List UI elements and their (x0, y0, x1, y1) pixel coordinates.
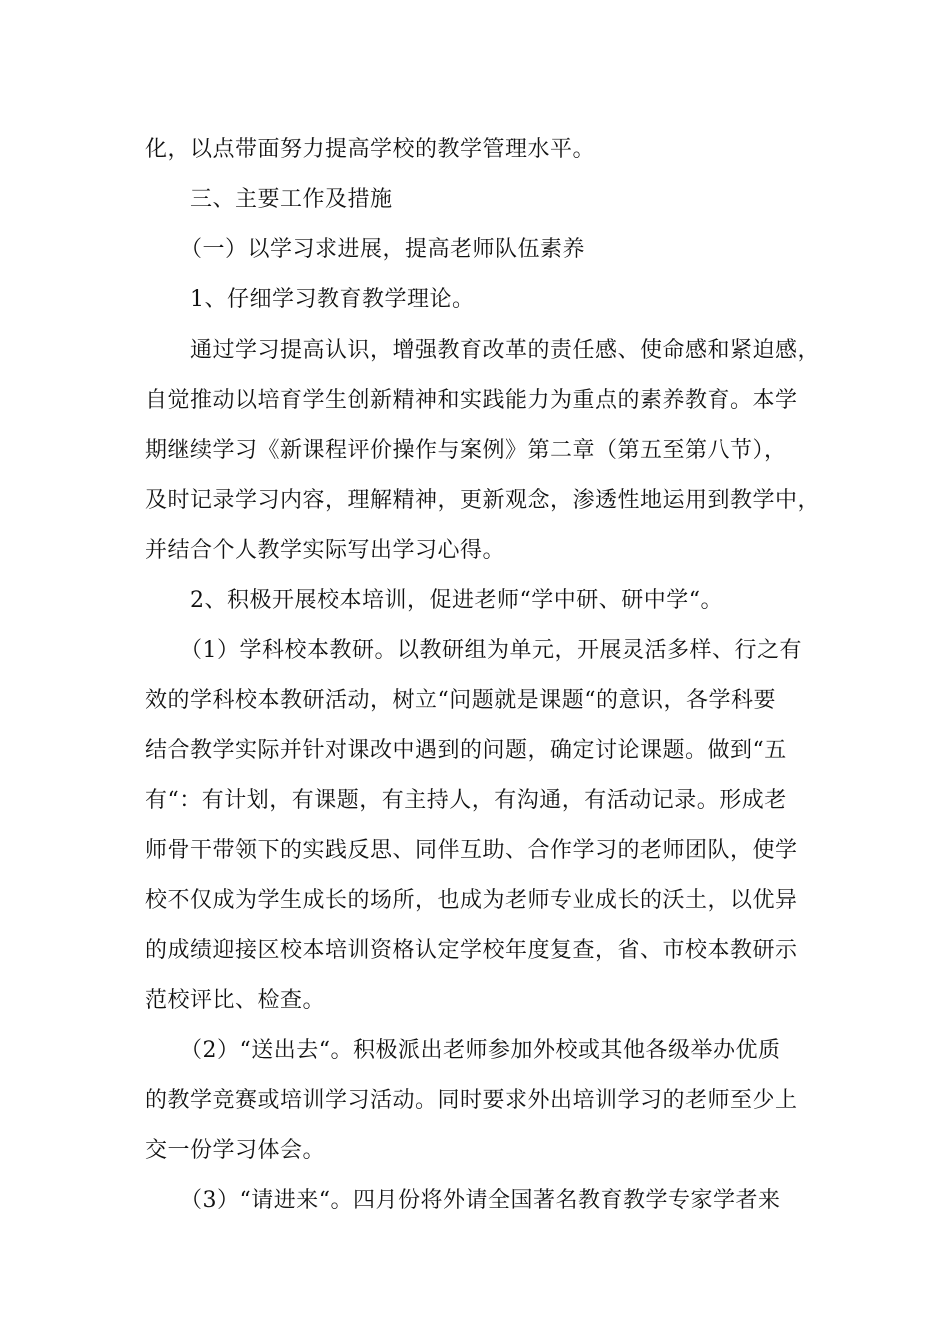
paragraph-line: 并结合个人教学实际写出学习心得。 (145, 538, 506, 563)
paragraph-line: 通过学习提高认识，增强教育改革的责任感、使命感和紧迫感， (190, 338, 821, 363)
subsection-heading: （一）以学习求进展，提高老师队伍素养 (180, 237, 586, 262)
paragraph-line: （2）“送出去“。积极派出老师参加外校或其他各级举办优质 (180, 1038, 781, 1063)
paragraph-line: 结合教学实际并针对课改中遇到的问题，确定讨论课题。做到“五 (145, 738, 787, 763)
paragraph-line: 的成绩迎接区校本培训资格认定学校年度复查，省、市校本教研示 (145, 938, 798, 963)
paragraph-line: 师骨干带领下的实践反思、同伴互助、合作学习的老师团队，使学 (145, 838, 798, 863)
paragraph-line: 及时记录学习内容，理解精神，更新观念，渗透性地运用到教学中， (145, 488, 821, 513)
paragraph-line: 有“：有计划，有课题，有主持人，有沟通，有活动记录。形成老 (145, 788, 787, 813)
paragraph-line: 自觉推动以培育学生创新精神和实践能力为重点的素养教育。本学 (145, 388, 798, 413)
item-heading-1: 1、仔细学习教育教学理论。 (190, 287, 475, 312)
section-heading: 三、主要工作及措施 (190, 187, 393, 212)
paragraph-line: 效的学科校本教研活动，树立“问题就是课题“的意识，各学科要 (145, 688, 776, 713)
paragraph-line: 期继续学习《新课程评价操作与案例》第二章（第五至第八节）， (145, 438, 787, 463)
paragraph-line: （1）学科校本教研。以教研组为单元，开展灵活多样、行之有 (180, 638, 802, 663)
paragraph-line: 校不仅成为学生成长的场所，也成为老师专业成长的沃土，以优异 (145, 888, 798, 913)
text-line-1: 化，以点带面努力提高学校的教学管理水平。 (145, 137, 596, 162)
paragraph-line: （3）“请进来“。四月份将外请全国著名教育教学专家学者来 (180, 1188, 781, 1213)
paragraph-line: 范校评比、检查。 (145, 988, 326, 1013)
paragraph-line: 交一份学习体会。 (145, 1138, 326, 1163)
item-heading-2: 2、积极开展校本培训，促进老师“学中研、研中学“。 (190, 588, 723, 613)
paragraph-line: 的教学竞赛或培训学习活动。同时要求外出培训学习的老师至少上 (145, 1088, 798, 1113)
